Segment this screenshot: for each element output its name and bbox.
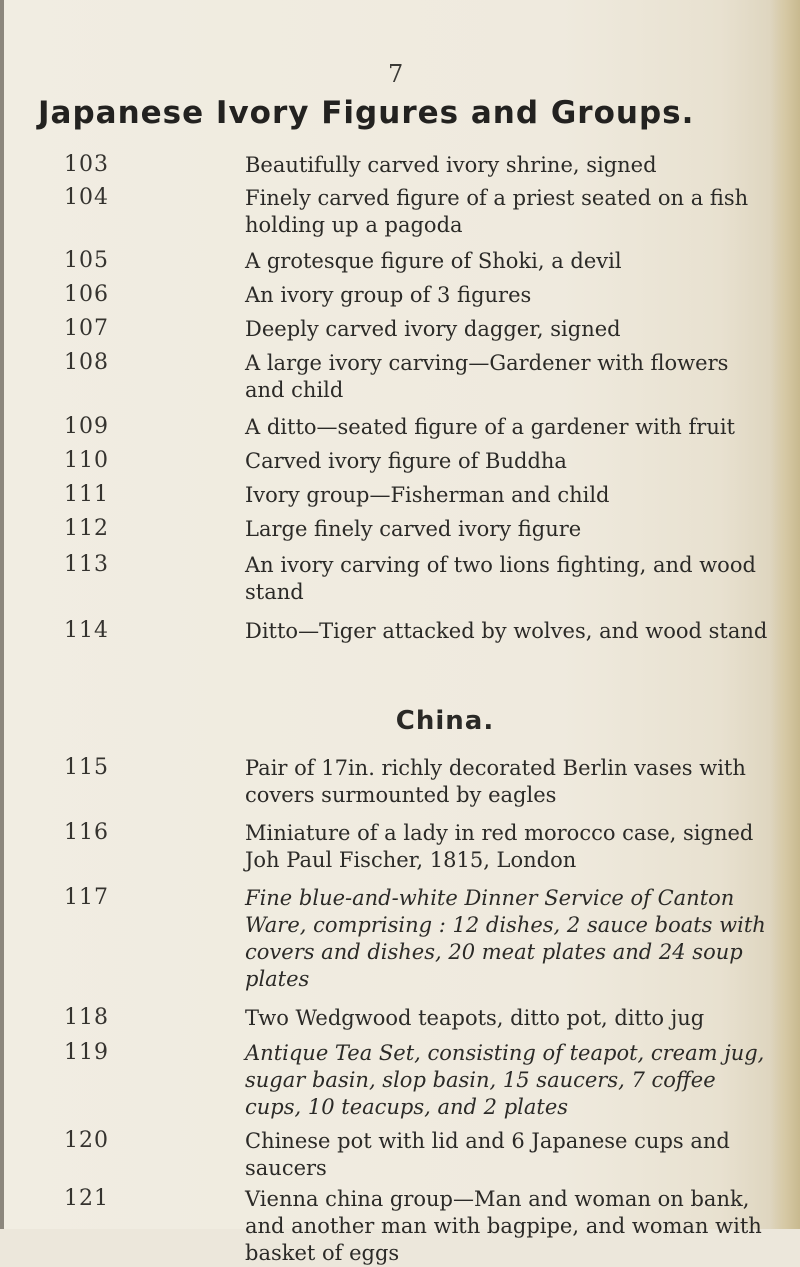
right-page-edge [770, 0, 800, 1229]
lot-description: Two Wedgwood teapots, ditto pot, ditto jug [245, 1006, 705, 1030]
lot-number: 115 [64, 755, 109, 780]
lot-number: 105 [64, 248, 109, 273]
page-heading: Japanese Ivory Figures and Groups. [38, 95, 695, 131]
lot-description: Large finely carved ivory figure [245, 517, 582, 541]
left-page-edge [0, 0, 4, 1229]
lot-description: Beautifully carved ivory shrine, signed [245, 153, 657, 177]
lot-description: An ivory carving of two lions fighting, and wood stand [245, 553, 756, 604]
lot-description: Finely carved figure of a priest seated on a fish holding up a pagoda [245, 186, 749, 237]
lot-number: 116 [64, 820, 109, 845]
lot-number: 109 [64, 414, 109, 439]
section-title: China. [395, 706, 495, 736]
lot-number: 108 [64, 350, 109, 375]
lot-number: 118 [64, 1005, 109, 1030]
lot-description: Antique Tea Set, consisting of teapot, cream jug, sugar basin, slop basin, 15 saucers, 7 coffee cups, 10 teacups, and 2 plates [245, 1041, 765, 1119]
lot-description: Fine blue-and-white Dinner Service of Canton Ware, comprising : 12 dishes, 2 sauce boats with covers and dishes, 20 meat plates and 24 soup plates [245, 886, 766, 991]
lot-number: 121 [64, 1186, 109, 1211]
lot-number: 110 [64, 448, 109, 473]
lot-description: Ditto—Tiger attacked by wolves, and wood stand [245, 619, 768, 643]
lot-number: 111 [64, 482, 109, 507]
lot-number: 119 [64, 1040, 109, 1065]
lot-description: Ivory group—Fisherman and child [245, 483, 610, 507]
lot-number: 120 [64, 1128, 109, 1153]
lot-number: 104 [64, 185, 109, 210]
lot-number: 107 [64, 316, 109, 341]
lot-description: Carved ivory figure of Buddha [245, 449, 567, 473]
lot-description: Deeply carved ivory dagger, signed [245, 317, 621, 341]
lot-number: 113 [64, 552, 109, 577]
lot-description: An ivory group of 3 figures [245, 283, 532, 307]
lot-description: Pair of 17in. richly decorated Berlin vases with covers surmounted by eagles [245, 756, 746, 807]
lot-description: A grotesque figure of Shoki, a devil [245, 249, 622, 273]
lot-description: Vienna china group—Man and woman on bank, and another man with bagpipe, and woman with basket of eggs [245, 1187, 762, 1265]
lot-description: A large ivory carving—Gardener with flowers and child [245, 351, 729, 402]
lot-number: 112 [64, 516, 109, 541]
lot-number: 106 [64, 282, 109, 307]
lot-description: Miniature of a lady in red morocco case, signed Joh Paul Fischer, 1815, London [245, 821, 754, 872]
lot-description: A ditto—seated figure of a gardener with fruit [245, 415, 735, 439]
lot-number: 114 [64, 618, 109, 643]
lot-number: 103 [64, 152, 109, 177]
lot-description: Chinese pot with lid and 6 Japanese cups and saucers [245, 1129, 730, 1180]
lot-number: 117 [64, 885, 109, 910]
page-number: 7 [388, 60, 404, 88]
